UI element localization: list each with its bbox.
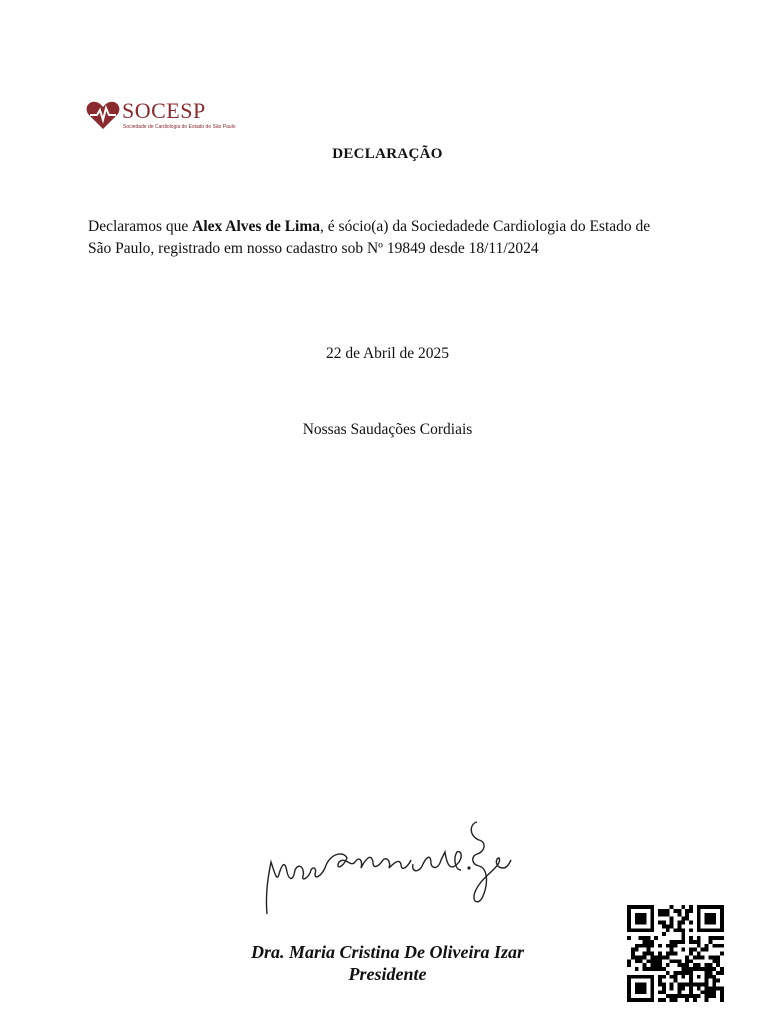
declaration-date: 22 de Abril de 2025 [325,345,450,362]
document-title: DECLARAÇÃO [332,146,443,162]
signer-name: Dra. Maria Cristina De Oliveira Izar [250,942,525,962]
handwritten-signature [255,812,515,922]
body-line2: São Paulo, registrado em nosso cadastro sob Nº 19849 desde 18/11/2024 [88,240,539,257]
body-prefix: Declaramos que [88,218,193,235]
logo-title: SOCESP [122,98,206,123]
member-name: Alex Alves de Lima [192,218,321,235]
logo-subtitle: Sociedade de Cardiologia do Estado de São Paulo [123,124,236,130]
socesp-logo [86,98,236,136]
qr-code [627,905,724,1002]
declaration-body [88,216,678,260]
greeting: Nossas Saudações Cordiais [302,421,473,438]
heart-logo-icon [86,100,120,130]
signer-role: Presidente [348,964,427,984]
body-line1-rest: , é sócio(a) da Sociedadede Cardiologia do Estado de [320,218,651,235]
